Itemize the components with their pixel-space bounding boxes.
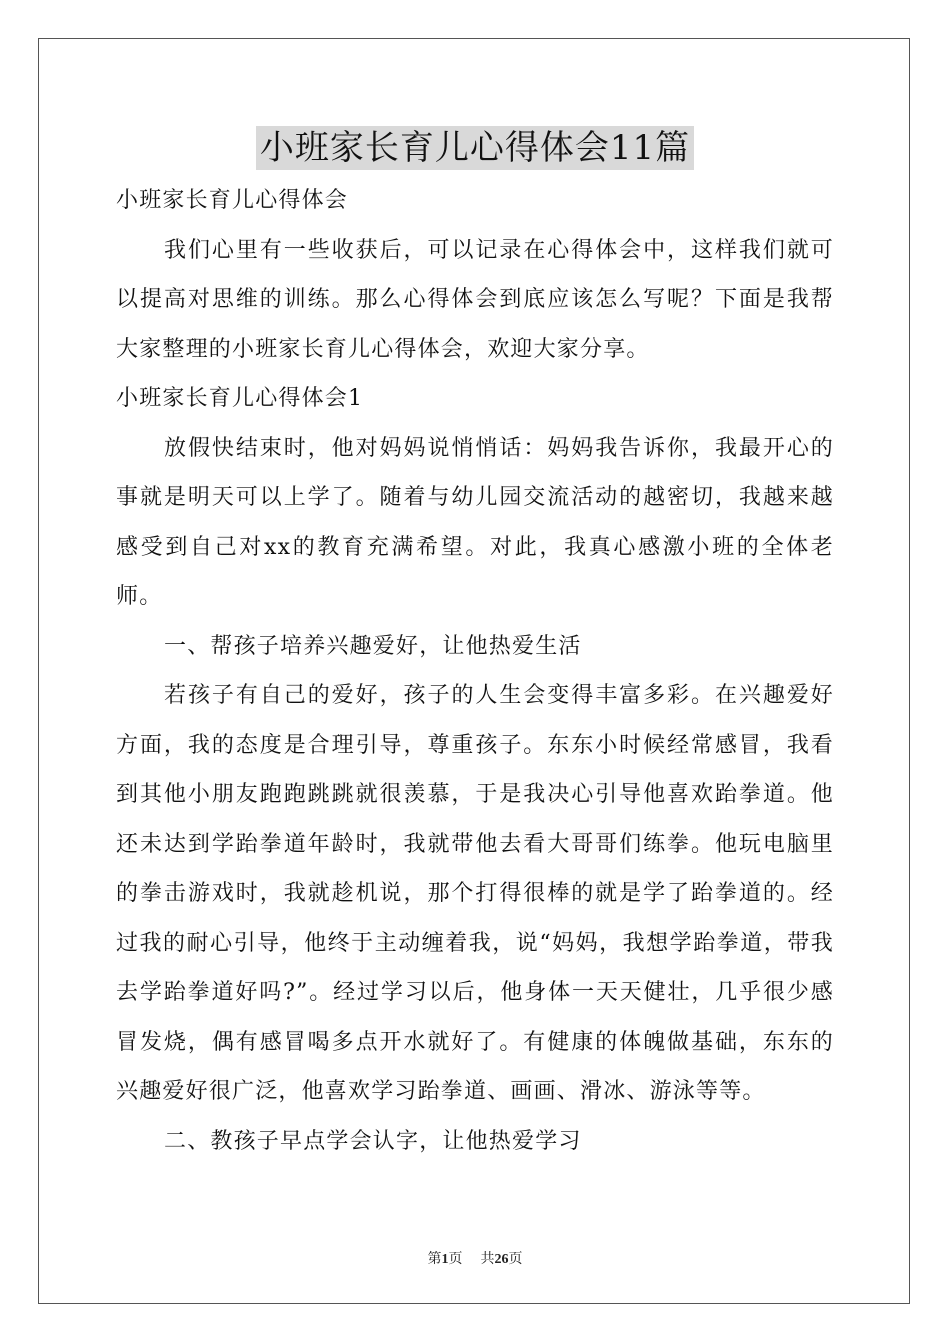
paragraph-body: 放假快结束时，他对妈妈说悄悄话：妈妈我告诉你，我最开心的事就是明天可以上学了。随着与幼儿园交流活动的越密切，我越来越感受到自己对xx的教育充满希望。对此，我真心感激小班的全体老师。 bbox=[116, 435, 834, 609]
document-body bbox=[116, 176, 834, 1166]
paragraph-section-heading: 小班家长育儿心得体会1 bbox=[116, 386, 364, 411]
page-footer bbox=[0, 1248, 950, 1268]
footer-total-unit: 页 bbox=[508, 1252, 523, 1267]
footer-page-prefix: 第 bbox=[427, 1252, 442, 1267]
footer-page-total: 26 bbox=[494, 1252, 509, 1267]
footer-page-unit: 页 bbox=[448, 1252, 463, 1267]
document-title: 小班家长育儿心得体会11篇 bbox=[256, 126, 694, 170]
footer-total-prefix: 共 bbox=[480, 1252, 495, 1267]
paragraph-body: 若孩子有自己的爱好，孩子的人生会变得丰富多彩。在兴趣爱好方面，我的态度是合理引导，尊重孩子。东东小时候经常感冒，我看到其他小朋友跑跑跳跳就很羡慕，于是我决心引导他喜欢跆拳道。他还未达到学跆拳道年龄时，我就带他去看大哥哥们练拳。他玩电脑里的拳击游戏时，我就趁机说，那个打得很棒的就是学了跆拳道的。经过我的耐心引导，他终于主动缠着我，说“妈妈，我想学跆拳道，带我去学跆拳道好吗?”。经过学习以后，他身体一天天健壮，几乎很少感冒发烧，偶有感冒喝多点开水就好了。有健康的体魄做基础，东东的兴趣爱好很广泛，他喜欢学习跆拳道、画画、滑冰、游泳等等。 bbox=[116, 683, 834, 1104]
footer-page-current: 1 bbox=[441, 1252, 449, 1267]
paragraph-point-heading: 一、帮孩子培养兴趣爱好，让他热爱生活 bbox=[164, 633, 582, 659]
title-wrap bbox=[0, 126, 950, 170]
paragraph-point-heading: 二、教孩子早点学会认字，让他热爱学习 bbox=[164, 1128, 582, 1154]
paragraph-intro: 我们心里有一些收获后，可以记录在心得体会中，这样我们就可以提高对思维的训练。那么心得体会到底应该怎么写呢？下面是我帮大家整理的小班家长育儿心得体会，欢迎大家分享。 bbox=[116, 237, 834, 362]
paragraph-subtitle: 小班家长育儿心得体会 bbox=[116, 188, 349, 213]
